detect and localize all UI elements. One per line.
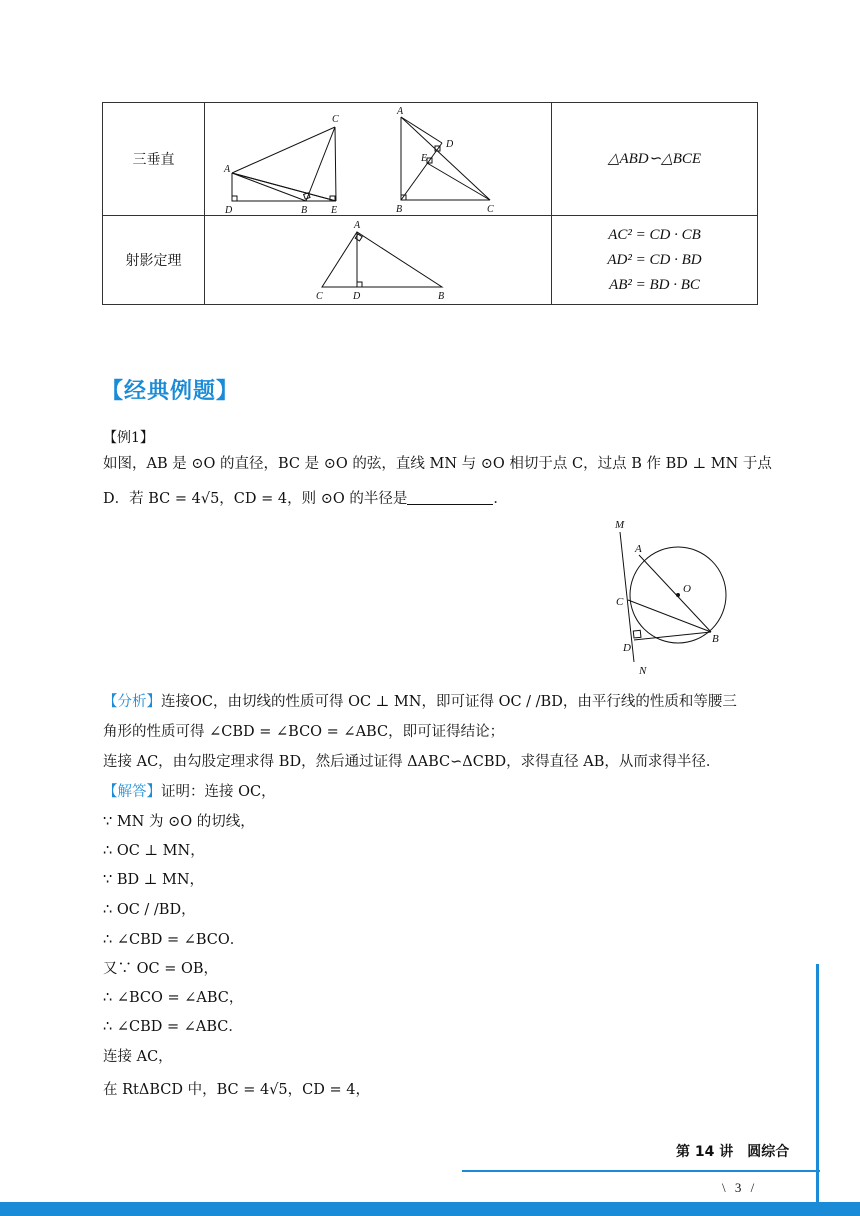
- problem-line-2: [103, 487, 508, 508]
- fig2-label-C: C: [487, 204, 494, 215]
- result-line: AD² = CD · BD: [607, 251, 702, 268]
- solution-first: 证明：连接 OC，: [161, 784, 276, 800]
- bottom-bar: [0, 1202, 860, 1216]
- fig2-label-E: E: [421, 153, 428, 164]
- section-title: 【经典例题】: [101, 379, 240, 404]
- row-name: 三垂直: [103, 103, 205, 216]
- solution-step: ∴ ∠CBD = ∠BCO．: [103, 932, 245, 948]
- table-row: [103, 216, 758, 305]
- problem-line-2-text: D．若 BC = 4√5，CD = 4，则 ⊙O 的半径是: [103, 491, 408, 507]
- solution-step: ∴ ∠BCO = ∠ABC，: [103, 990, 244, 1006]
- geo-label-O: O: [683, 583, 691, 595]
- footer-rule: [462, 1170, 820, 1172]
- row-name: 射影定理: [103, 216, 205, 305]
- geo-label-N: N: [639, 665, 647, 677]
- table-row: [103, 103, 758, 216]
- fig3-label-C: C: [316, 291, 323, 302]
- problem-line-1: 如图，AB 是 ⊙O 的直径，BC 是 ⊙O 的弦，直线 MN 与 ⊙O 相切于点 C，过点 B 作 BD ⊥ MN 于点: [103, 456, 772, 472]
- example-label: 【例1】: [103, 430, 154, 446]
- fig3-label-A: A: [354, 220, 361, 231]
- geo-label-B: B: [712, 633, 719, 645]
- solution-step: ∴ OC ⊥ MN，: [103, 843, 205, 859]
- result-line: △ABD∽△BCE: [607, 150, 702, 167]
- geo-label-C: C: [616, 596, 624, 608]
- figure-cell: [205, 103, 552, 216]
- fig1-label-C: C: [332, 114, 339, 125]
- reference-table: [102, 102, 758, 305]
- analysis-line-3: 连接 AC，由勾股定理求得 BD，然后通过证得 ΔABC∽ΔCBD，求得直径 AB，从而求得半径．: [103, 754, 721, 770]
- analysis-line-1: [103, 690, 737, 711]
- fig2-label-D: D: [446, 139, 454, 150]
- fig1-label-E: E: [331, 205, 338, 215]
- fig3-label-D: D: [353, 291, 361, 302]
- fig1-label-B: B: [301, 205, 308, 215]
- page-number: \ 3 /: [722, 1180, 758, 1195]
- circle-tangent-figure: [590, 512, 740, 682]
- fig3-label-B: B: [438, 291, 445, 302]
- geo-label-M: M: [615, 519, 625, 531]
- geo-label-A: A: [635, 543, 642, 555]
- analysis-line-2: 角形的性质可得 ∠CBD = ∠BCO = ∠ABC，即可证得结论；: [103, 724, 505, 740]
- solution-line-0: [103, 780, 276, 801]
- solution-step: 又∵ OC = OB，: [103, 961, 219, 977]
- analysis-tag: 【分析】: [103, 694, 161, 710]
- triple-perpendicular-figure: [205, 103, 551, 215]
- result-line: AC² = CD · CB: [608, 226, 701, 243]
- fig2-label-B: B: [396, 204, 403, 215]
- solution-step: ∵ MN 为 ⊙O 的切线，: [103, 814, 255, 830]
- solution-step: ∵ BD ⊥ MN，: [103, 872, 205, 888]
- result-line: AB² = BD · BC: [609, 276, 700, 293]
- solution-step: 在 RtΔBCD 中，BC = 4√5，CD = 4，: [103, 1082, 370, 1098]
- result-cell: [552, 216, 758, 305]
- fig1-label-A: A: [224, 164, 231, 175]
- fig2-label-A: A: [397, 106, 404, 117]
- geo-label-D: D: [623, 642, 631, 654]
- problem-line-2-end: ．: [493, 491, 508, 507]
- solution-tag: 【解答】: [103, 784, 161, 800]
- answer-blank: [407, 490, 493, 505]
- fig1-label-D: D: [225, 205, 233, 215]
- footer-title: 第 14 讲 圆综合: [676, 1144, 790, 1160]
- projection-theorem-figure: [205, 216, 551, 304]
- footer-vertical-rule: [816, 964, 819, 1216]
- figure-cell: [205, 216, 552, 305]
- analysis-text-1: 连接OC，由切线的性质可得 OC ⊥ MN，即可证得 OC / /BD，由平行线的性质和等腰三: [161, 694, 737, 710]
- solution-step: ∴ ∠CBD = ∠ABC．: [103, 1019, 243, 1035]
- result-cell: [552, 103, 758, 216]
- solution-step: 连接 AC，: [103, 1049, 173, 1065]
- solution-step: ∴ OC / /BD，: [103, 902, 196, 918]
